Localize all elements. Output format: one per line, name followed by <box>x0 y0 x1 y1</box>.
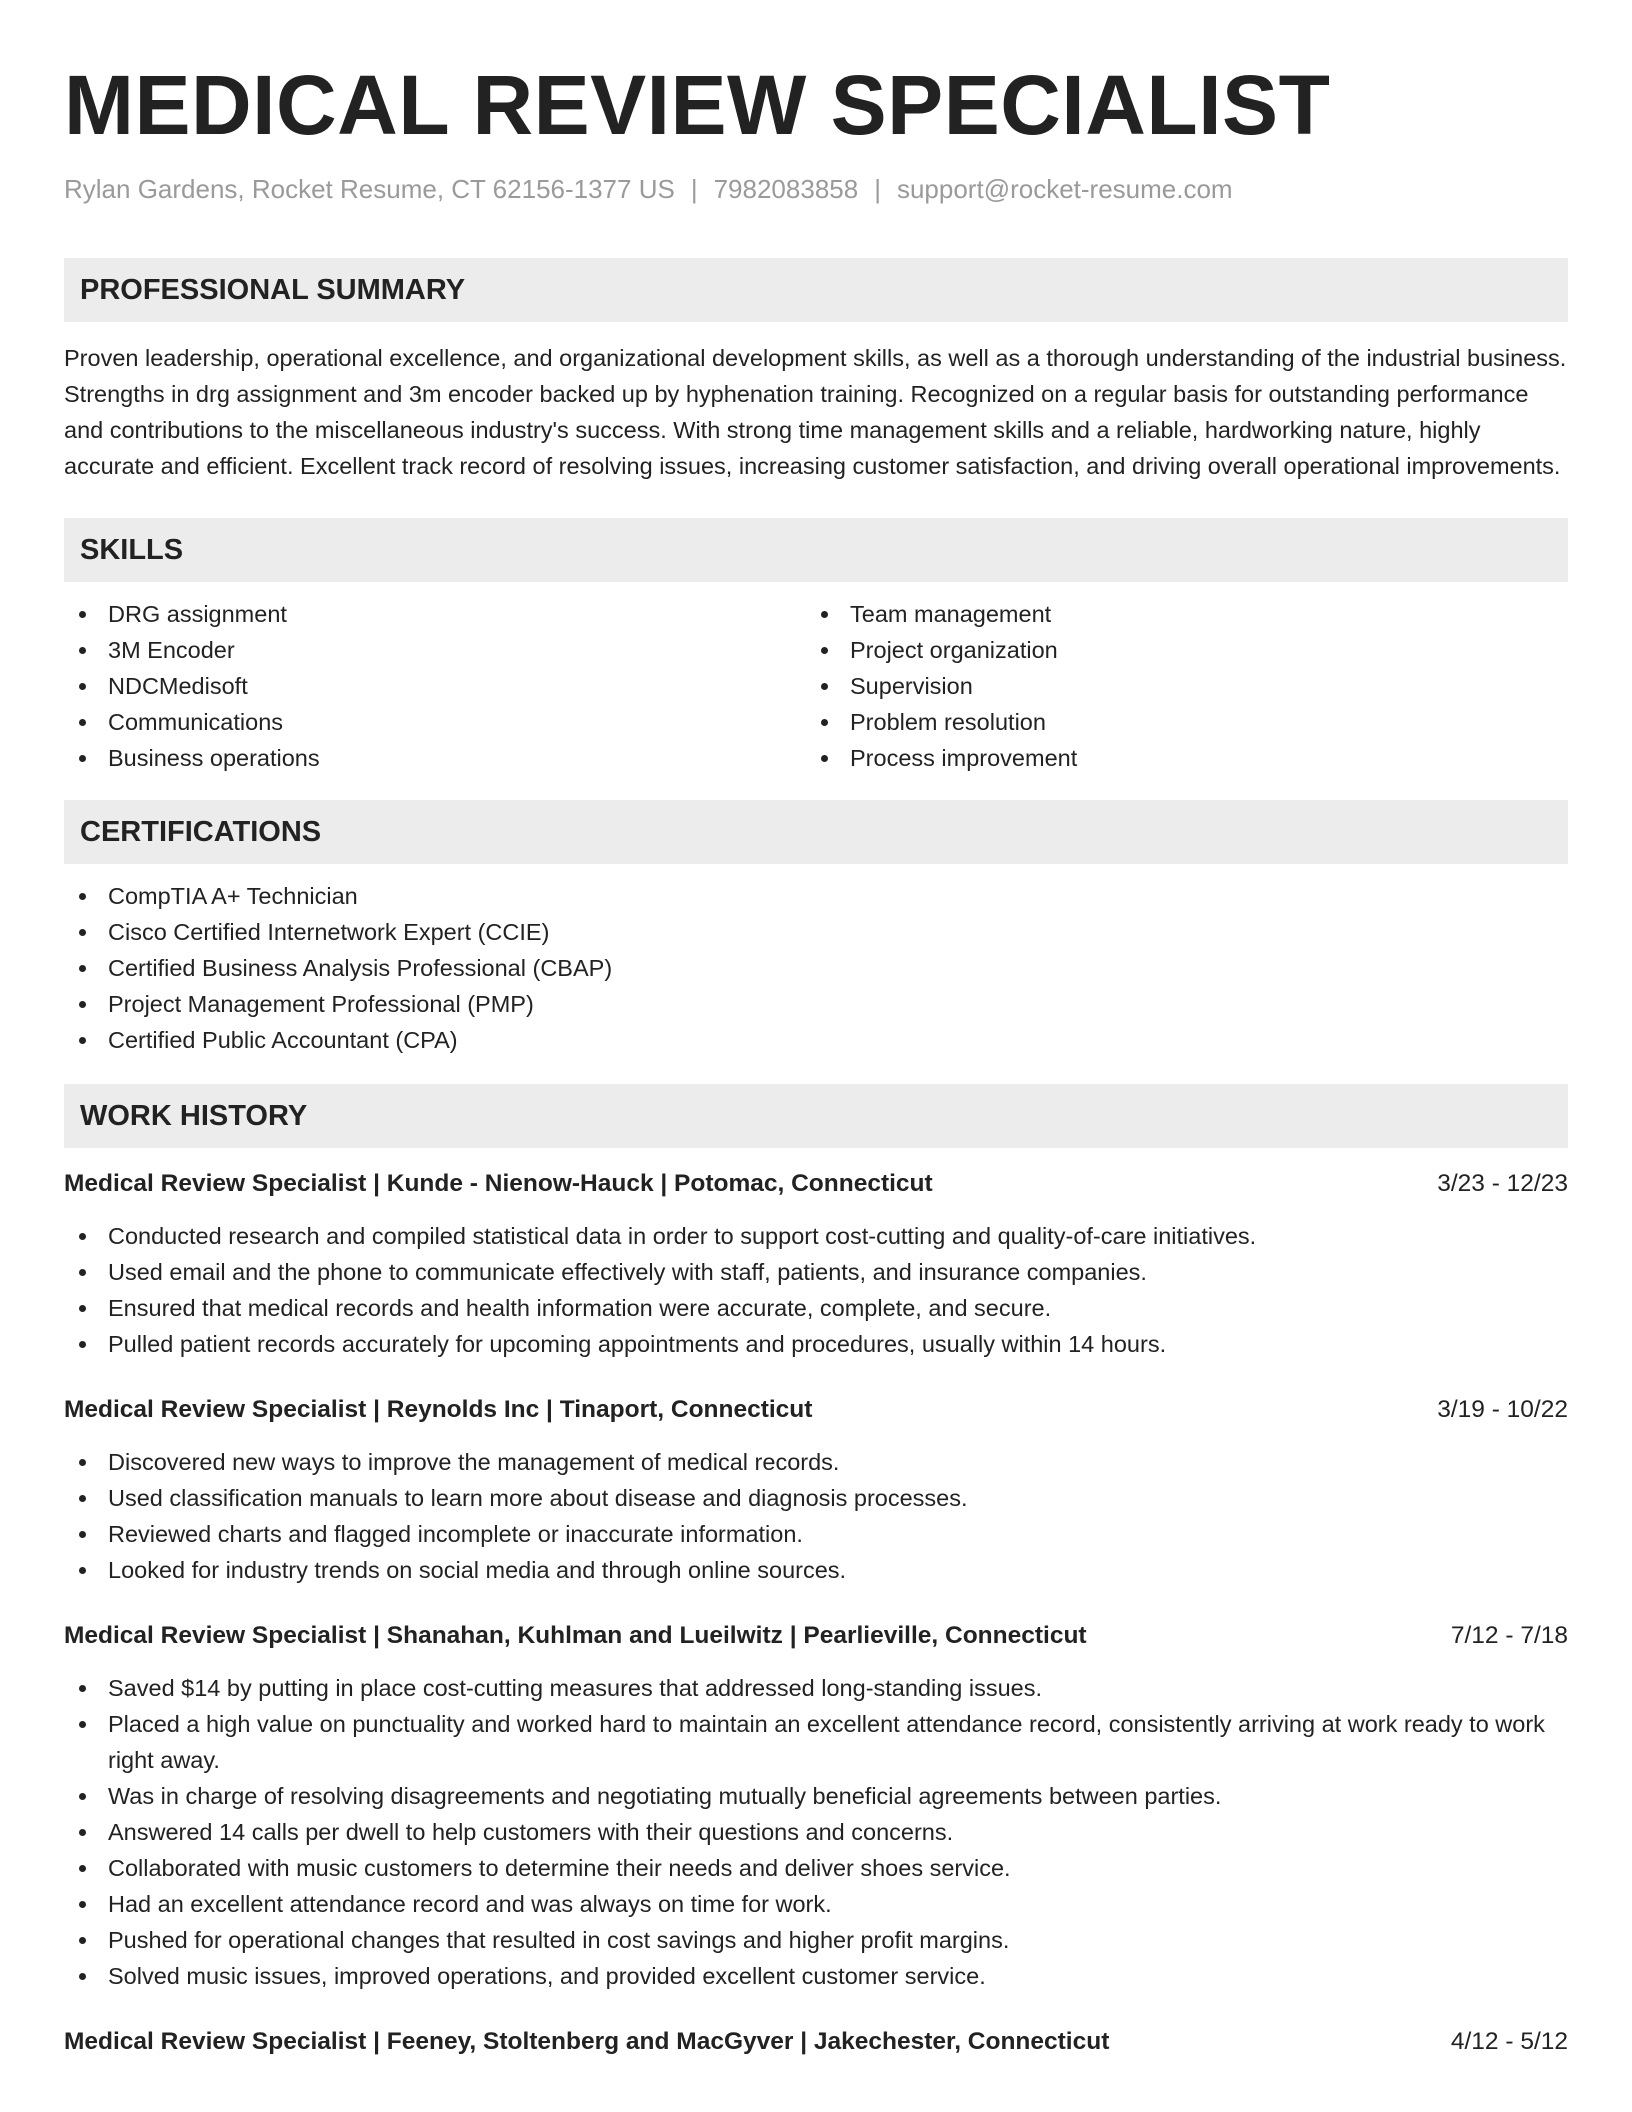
job-title: Medical Review Specialist | Reynolds Inc | Tinaport, Connecticut <box>64 1396 813 1423</box>
job-bullet: Collaborated with music customers to determine their needs and deliver shoes service. <box>64 1850 1568 1886</box>
job-bullet: Looked for industry trends on social media and through online sources. <box>64 1552 1568 1588</box>
certification-item: CompTIA A+ Technician <box>64 878 1568 914</box>
job-bullet: Answered 14 calls per dwell to help customers with their questions and concerns. <box>64 1814 1568 1850</box>
job-header <box>64 1618 1568 1654</box>
summary-section <box>64 258 1568 484</box>
certifications-list <box>64 878 1568 1058</box>
contact-separator: | <box>690 174 698 204</box>
job-bullets <box>64 1670 1568 1994</box>
summary-heading: PROFESSIONAL SUMMARY <box>64 258 1568 322</box>
skills-columns <box>64 596 1568 776</box>
job-dates: 3/19 - 10/22 <box>1437 1396 1568 1423</box>
skills-list-left <box>64 596 806 776</box>
job-bullet: Used email and the phone to communicate effectively with staff, patients, and insurance companies. <box>64 1254 1568 1290</box>
job-title: Medical Review Specialist | Kunde - Nienow-Hauck | Potomac, Connecticut <box>64 1170 933 1197</box>
certification-item: Project Management Professional (PMP) <box>64 986 1568 1022</box>
job-header <box>64 1392 1568 1428</box>
skills-section <box>64 518 1568 776</box>
job-dates: 7/12 - 7/18 <box>1450 1622 1568 1649</box>
contact-line <box>64 172 1568 206</box>
contact-email: support@rocket-resume.com <box>896 174 1233 204</box>
certification-item: Certified Public Accountant (CPA) <box>64 1022 1568 1058</box>
skills-heading: SKILLS <box>64 518 1568 582</box>
certifications-section <box>64 800 1568 1058</box>
skill-item: Project organization <box>806 632 1548 668</box>
certification-item: Cisco Certified Internetwork Expert (CCIE) <box>64 914 1568 950</box>
skills-column-right <box>806 596 1548 776</box>
job-bullet: Placed a high value on punctuality and worked hard to maintain an excellent attendance record, consistently arriving at work ready to work right away. <box>64 1706 1568 1778</box>
job-bullet: Saved $14 by putting in place cost-cutting measures that addressed long-standing issues. <box>64 1670 1568 1706</box>
job-dates: 4/12 - 5/12 <box>1450 2028 1568 2055</box>
skill-item: Team management <box>806 596 1548 632</box>
contact-address: Rylan Gardens, Rocket Resume, CT 62156-1377 US <box>64 174 675 204</box>
job-title: Medical Review Specialist | Feeney, Stoltenberg and MacGyver | Jakechester, Connecticut <box>64 2028 1110 2055</box>
skill-item: Problem resolution <box>806 704 1548 740</box>
job-entry <box>64 1618 1568 1994</box>
skill-item: Process improvement <box>806 740 1548 776</box>
job-bullet: Discovered new ways to improve the management of medical records. <box>64 1444 1568 1480</box>
work-history-section <box>64 1084 1568 2060</box>
job-bullets <box>64 1444 1568 1588</box>
job-bullets <box>64 1218 1568 1362</box>
skills-list-right <box>806 596 1548 776</box>
job-bullet: Solved music issues, improved operations, and provided excellent customer service. <box>64 1958 1568 1994</box>
skill-item: DRG assignment <box>64 596 806 632</box>
skill-item: Communications <box>64 704 806 740</box>
job-header <box>64 1166 1568 1202</box>
skills-column-left <box>64 596 806 776</box>
job-bullet: Reviewed charts and flagged incomplete or inaccurate information. <box>64 1516 1568 1552</box>
skill-item: Supervision <box>806 668 1548 704</box>
job-entry <box>64 2024 1568 2060</box>
contact-separator: | <box>874 174 881 204</box>
job-bullet: Used classification manuals to learn more about disease and diagnosis processes. <box>64 1480 1568 1516</box>
job-bullet: Conducted research and compiled statistical data in order to support cost-cutting and quality-of-care initiatives. <box>64 1218 1568 1254</box>
resume-page <box>64 0 1568 2060</box>
summary-text: Proven leadership, operational excellence, and organizational development skills, as well as a thorough understanding of the industrial business. Strengths in drg assignment and 3m encoder backed up by hyphenation training. Recognized on a regular basis for outstanding performance and contributions to the miscellaneous industry's success. With strong time management skills and a reliable, hardworking nature, highly accurate and efficient. Excellent track record of resolving issues, increasing customer satisfaction, and driving overall operational improvements. <box>64 345 1567 479</box>
job-bullet: Pushed for operational changes that resulted in cost savings and higher profit margins. <box>64 1922 1568 1958</box>
contact-phone: 7982083858 <box>713 174 859 204</box>
skill-item: 3M Encoder <box>64 632 806 668</box>
resume-name: MEDICAL REVIEW SPECIALIST <box>64 58 1331 152</box>
certifications-heading: CERTIFICATIONS <box>64 800 1568 864</box>
job-dates: 3/23 - 12/23 <box>1437 1170 1568 1197</box>
job-entry <box>64 1392 1568 1588</box>
skill-item: NDCMedisoft <box>64 668 806 704</box>
job-bullet: Ensured that medical records and health information were accurate, complete, and secure. <box>64 1290 1568 1326</box>
job-header <box>64 2024 1568 2060</box>
job-title: Medical Review Specialist | Shanahan, Kuhlman and Lueilwitz | Pearlieville, Connecticut <box>64 1622 1087 1649</box>
work-history-heading: WORK HISTORY <box>64 1084 1568 1148</box>
job-bullet: Had an excellent attendance record and was always on time for work. <box>64 1886 1568 1922</box>
job-bullet: Pulled patient records accurately for upcoming appointments and procedures, usually within 14 hours. <box>64 1326 1568 1362</box>
certification-item: Certified Business Analysis Professional (CBAP) <box>64 950 1568 986</box>
skill-item: Business operations <box>64 740 806 776</box>
job-bullet: Was in charge of resolving disagreements and negotiating mutually beneficial agreements between parties. <box>64 1778 1568 1814</box>
job-entry <box>64 1166 1568 1362</box>
